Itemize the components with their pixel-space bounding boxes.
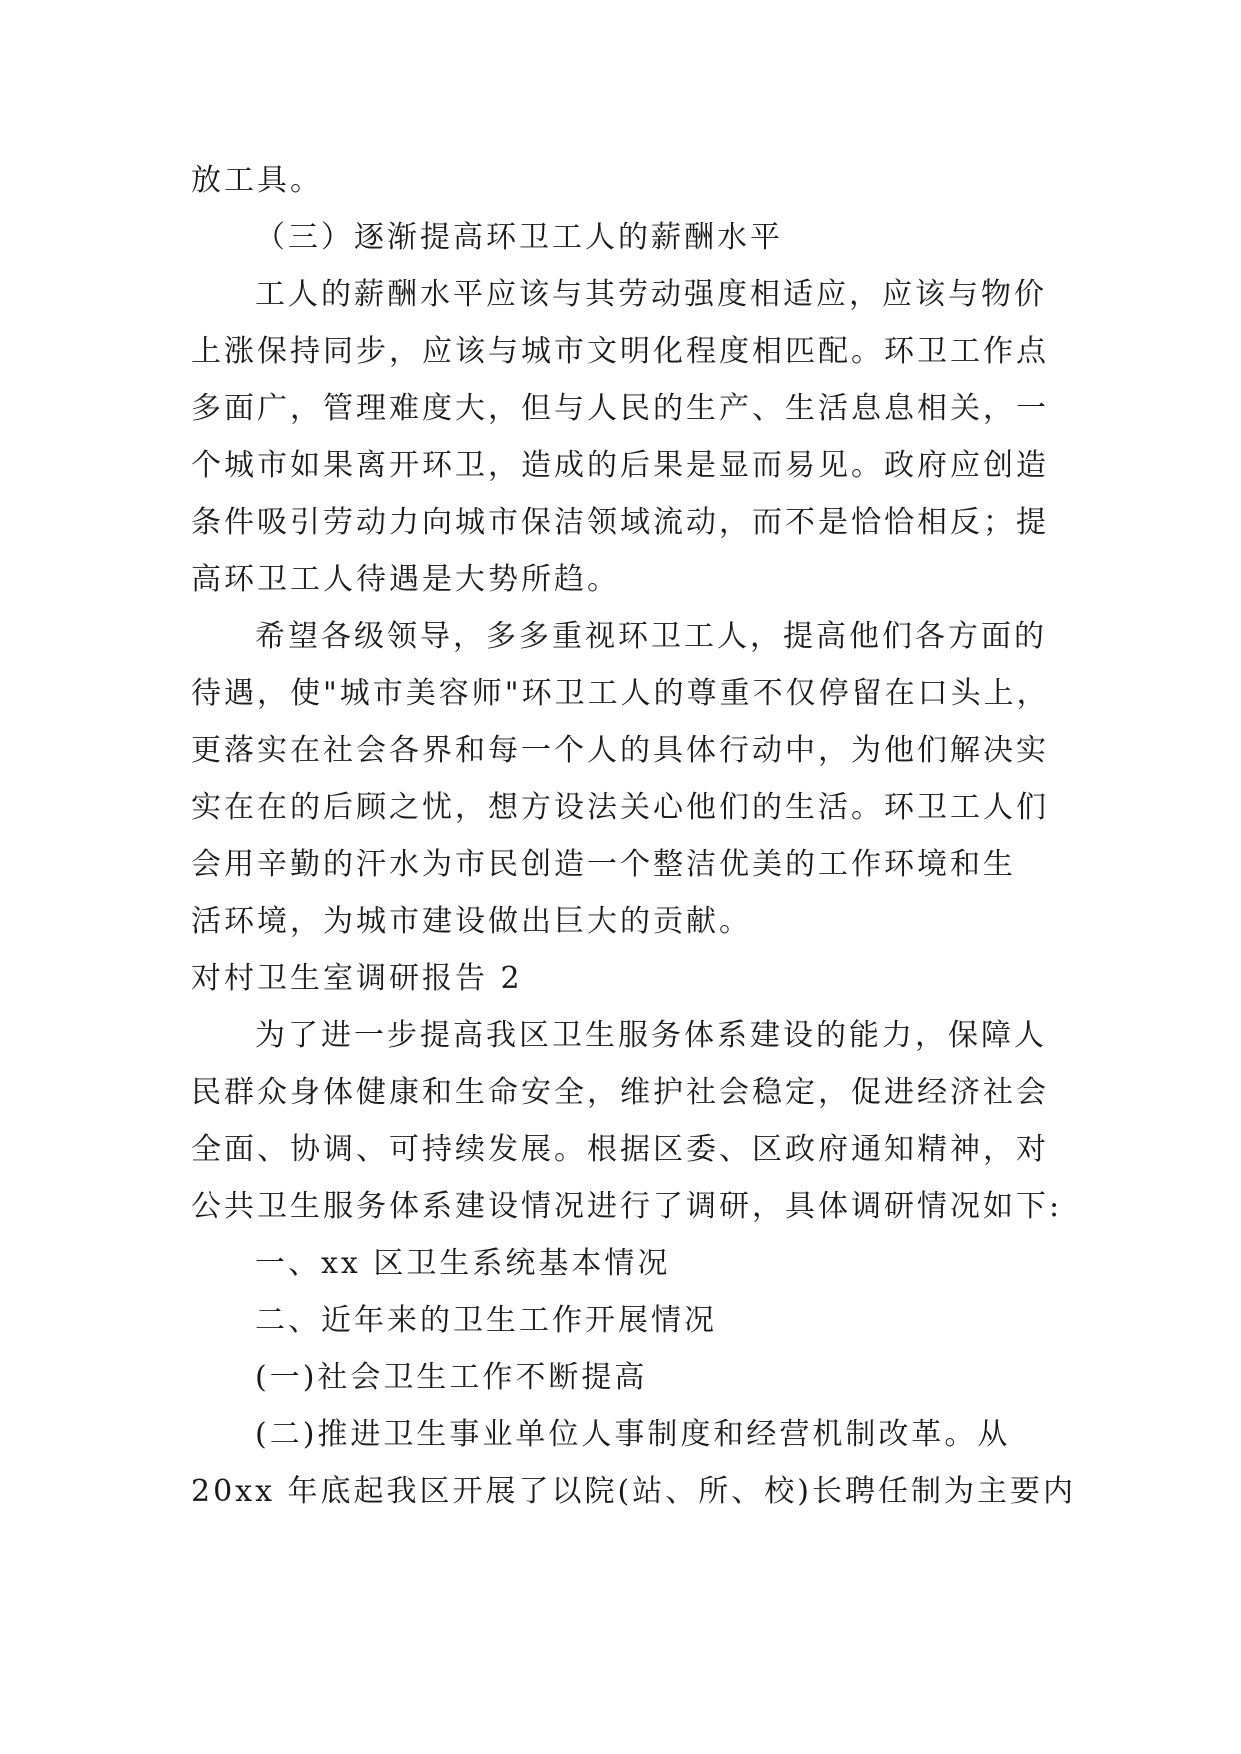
text-line: 一、xx 区卫生系统基本情况 [255,1246,671,1281]
document-body [191,152,1076,1520]
text-line: 会用辛勤的汗水为市民创造一个整洁优美的工作环境和生 [191,847,1016,882]
text-line: （三）逐渐提高环卫工人的薪酬水平 [255,220,783,255]
text-line: (二)推进卫生事业单位人事制度和经营机制改革。从 [255,1417,1011,1452]
text-line: 20xx 年底起我区开展了以院(站、所、校)长聘任制为主要内 [191,1474,1076,1509]
text-line: 希望各级领导，多多重视环卫工人，提高他们各方面的 [255,619,1047,654]
text-line: 实在在的后顾之忧，想方设法关心他们的生活。环卫工人们 [191,790,1049,825]
text-line: 为了进一步提高我区卫生服务体系建设的能力，保障人 [255,1018,1047,1053]
text-line: 个城市如果离开环卫，造成的后果是显而易见。政府应创造 [191,448,1049,483]
text-line: 上涨保持同步，应该与城市文明化程度相匹配。环卫工作点 [191,334,1049,369]
text-line: 条件吸引劳动力向城市保洁领域流动，而不是恰恰相反；提 [191,505,1049,540]
text-line: 对村卫生室调研报告 2 [191,961,523,996]
text-line: 多面广，管理难度大，但与人民的生产、生活息息相关，一 [191,391,1049,426]
text-line: 工人的薪酬水平应该与其劳动强度相适应，应该与物价 [255,277,1047,312]
text-line: 全面、协调、可持续发展。根据区委、区政府通知精神，对 [191,1132,1049,1167]
text-line: (一)社会卫生工作不断提高 [255,1360,648,1395]
text-line: 待遇，使"城市美容师"环卫工人的尊重不仅停留在口头上， [191,676,1050,711]
text-line: 二、近年来的卫生工作开展情况 [255,1303,717,1338]
text-line: 公共卫生服务体系建设情况进行了调研，具体调研情况如下: [191,1189,1063,1224]
text-line: 高环卫工人待遇是大势所趋。 [191,562,620,597]
text-line: 民群众身体健康和生命安全，维护社会稳定，促进经济社会 [191,1075,1049,1110]
text-line: 更落实在社会各界和每一个人的具体行动中，为他们解决实 [191,733,1049,768]
text-line: 放工具。 [191,163,323,198]
text-line: 活环境，为城市建设做出巨大的贡献。 [191,904,752,939]
